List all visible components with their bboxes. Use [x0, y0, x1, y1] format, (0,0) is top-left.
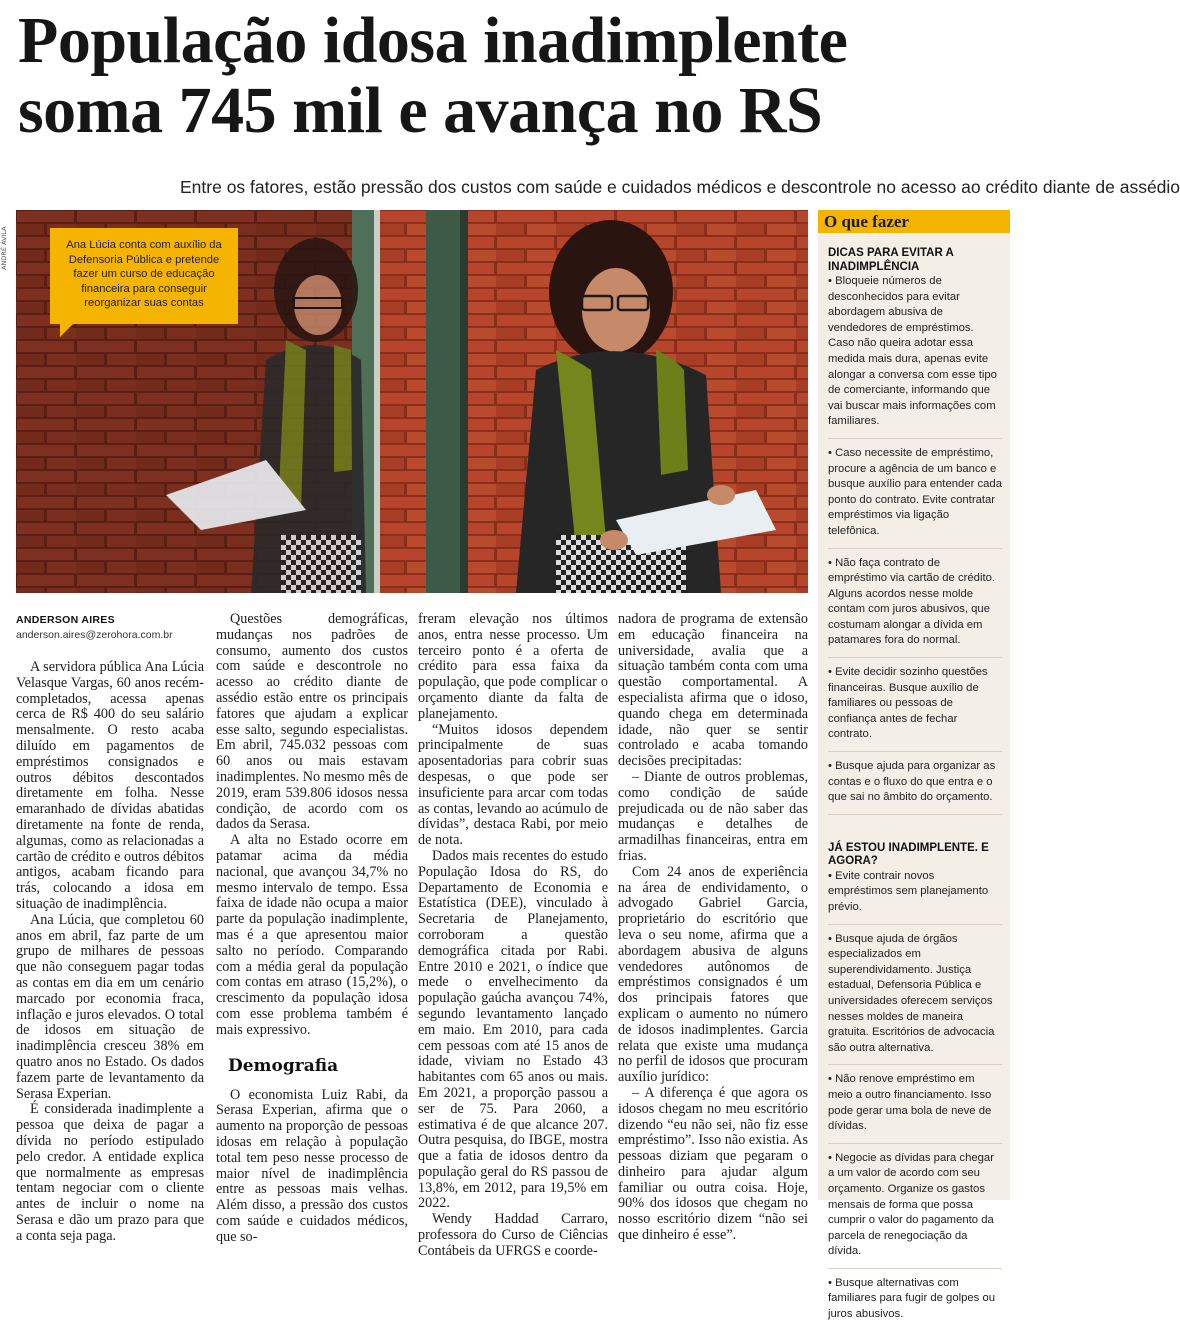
- photo-caption: Ana Lúcia conta com auxílio da Defensoria Pública e pretende fazer um curso de educação financeira para conseguir reorganizar suas contas: [50, 228, 238, 324]
- paragraph: freram elevação nos últimos anos, entra nesse processo. Um terceiro ponto é a oferta de crédito para essa faixa da população, que pode complicar o orçamento diante da falta de planejamento.: [418, 611, 608, 722]
- sidebar-title: O que fazer: [818, 210, 1010, 233]
- author-email[interactable]: anderson.aires@zerohora.com.br: [16, 629, 173, 641]
- article-column-4: [618, 612, 808, 1244]
- subheadline: Entre os fatores, estão pressão dos custos com saúde e cuidados médicos e descontrole no acesso ao crédito diante de assédio: [180, 177, 1180, 197]
- paragraph: Ana Lúcia, que completou 60 anos em abril, faz parte de um grupo de milhares de pessoas que não conseguem pagar todas as contas em dia em um cenário marcado por economia fraca, inflação e juros elevados. O total de idosos em situação de inadimplência cresceu 38% em quatro anos no Estado. Os dados fazem parte de levantamento da Serasa Experian.: [16, 911, 204, 1102]
- sidebar-tip: • Evite contrair novos empréstimos sem planejamento prévio.: [828, 869, 1002, 925]
- sidebar-tip: • Não renove empréstimo em meio a outro financiamento. Isso pode gerar uma bola de neve de dívidas.: [828, 1072, 1002, 1143]
- sidebar-tip: • Negocie as dívidas para chegar a um valor de acordo com seu orçamento. Organize os gastos mensais de forma que possa cumprir o valor do pagamento da parcela de renegociação da dívida.: [828, 1151, 1002, 1269]
- paragraph: Wendy Haddad Carraro, professora do Curso de Ciências Contábeis da UFRGS e coorde-: [418, 1211, 608, 1259]
- paragraph: A alta no Estado ocorre em patamar acima da média nacional, que avançou 34,7% no mesmo intervalo de tempo. Essa faixa de idade não ocupa a maior parte da população inadimplente, mas é a que apresentou maior salto no período. Comparando com a média geral da população com contas em atraso (15,2%), o crescimento da população idosa com esse problema também é mais expressivo.: [216, 832, 408, 1038]
- sidebar-tip: • Busque ajuda de órgãos especializados em superendividamento. Justiça estadual, Defensoria Pública e universidades oferecem serviços nesses moldes de maneira gratuita. Escritórios de advocacia são outra alternativa.: [828, 932, 1002, 1066]
- sidebar-tip: • Não faça contrato de empréstimo via cartão de crédito. Alguns acordos nesse molde contam com juros abusivos, que costumam alongar a dívida em patamares fora do normal.: [828, 556, 1002, 659]
- sidebar-what-to-do: [818, 210, 1010, 1321]
- paragraph: nadora de programa de extensão em educação financeira na universidade, avalia que a situação também conta com uma questão comportamental. A especialista afirma que o idoso, quando chega em determinada idade, não quer se sentir controlado e acaba tomando decisões precipitadas:: [618, 611, 808, 770]
- paragraph: – Diante de outros problemas, como condição de saúde prejudicada ou de não saber das mudanças e detalhes de armadilhas financeiras, entra em frias.: [618, 768, 808, 864]
- article-column-3: [418, 612, 608, 1260]
- paragraph: É considerada inadimplente a pessoa que deixa de pagar a dívida no período estipulado pelo credor. A entidade explica que normalmente as empresas tentam negociar com o cliente antes de incluir o nome na Serasa e dão um prazo para que a conta seja paga.: [16, 1101, 204, 1244]
- paragraph: Dados mais recentes do estudo População Idosa do RS, do Departamento de Economia e Estatística (DEE), vinculado à Secretaria de Planejamento, corroboram a questão demográfica citada por Rabi. Entre 2010 e 2021, o índice que mede o envelhecimento da população gaúcha avançou 74%, segundo levantamento lançado em maio. Em 2010, para cada cem pessoas com até 15 anos de idade, viviam no Estado 43 habitantes com 65 anos ou mais. Em 2021, a proporção passou a ser de 75. Para 2060, a estimativa é de que alcance 207. Outra pesquisa, do IBGE, mostra que a fatia de idosos dentro da população geral do RS passou de 13,8%, em 2012, para 19,5% em 2022.: [418, 847, 608, 1212]
- paragraph: Com 24 anos de experiência na área de endividamento, o advogado Gabriel Garcia, proprietário do escritório que leva o seu nome, afirma que a abordagem abusiva de alguns vendedores autônomos de empréstimos consignados é um dos principais fatores que explicam o aumento no número de idosos inadimplentes. Garcia relata que existe uma mudança no perfil de idosos que procuram auxílio jurídico:: [618, 863, 808, 1086]
- sidebar-body: [818, 233, 1010, 1331]
- sidebar-section-title: DICAS PARA EVITAR A INADIMPLÊNCIA: [828, 247, 954, 273]
- sidebar-tip: • Busque alternativas com familiares para fugir de golpes ou juros abusivos.: [828, 1276, 996, 1321]
- sidebar-tip: • Busque ajuda para organizar as contas e o fluxo do que entra e o que sai no âmbito do orçamento.: [828, 759, 1002, 815]
- headline: População idosa inadimplente soma 745 mil e avança no RS: [18, 4, 848, 147]
- paragraph: A servidora pública Ana Lúcia Velasque Vargas, 60 anos recém-completados, acessa apenas cerca de R$ 400 do seu salário mensalmente. O resto acaba diluído em pagamentos de empréstimos consignados e outros débitos descontados diretamente em folha. Nesse emaranhado de dívidas abatidas diretamente na fonte de renda, algumas, como as relacionadas a cartão de crédito e outros débitos antigos, acabam ficando para trás, colocando a idosa em situação de inadimplência.: [16, 659, 204, 912]
- section-subtitle: Demografia: [228, 1055, 339, 1076]
- paragraph: – A diferença é que agora os idosos chegam no meu escritório dizendo “eu não sei, não fiz esse empréstimo”. Isso não existia. As pessoas diziam que pegaram o dinheiro para ajudar algum familiar ou outra coisa. Hoje, 90% dos idosos que chegam no nosso escritório dizem “não sei que dinheiro é esse”.: [618, 1084, 808, 1244]
- sidebar-tip: • Evite decidir sozinho questões financeiras. Busque auxílio de familiares ou pessoas de confiança antes de fechar contrato.: [828, 665, 1002, 752]
- paragraph: “Muitos idosos dependem principalmente de suas aposentadorias para cobrir suas despesas, o que pode ser insuficiente para arcar com todas as contas, levando ao acúmulo de dívidas”, destaca Rabi, por meio de nota.: [418, 721, 608, 849]
- byline: [16, 614, 173, 641]
- article-column-2: [216, 612, 408, 1245]
- paragraph: Questões demográficas, mudanças nos padrões de consumo, aumento dos custos com saúde e descontrole no acesso ao crédito diante de assédio estão entre os principais fatores que ajudam a explicar esse salto, segundo especialistas. Em abril, 745.032 pessoas com 60 anos ou mais estavam inadimplentes. No mesmo mês de 2019, eram 539.806 idosos nessa condição, de acordo com os dados da Serasa.: [216, 611, 408, 833]
- sidebar-section-title: JÁ ESTOU INADIMPLENTE. E AGORA?: [828, 841, 989, 868]
- author-name: ANDERSON AIRES: [16, 614, 115, 626]
- caption-pointer: [60, 323, 74, 337]
- paragraph: O economista Luiz Rabi, da Serasa Experian, afirma que o aumento na proporção de pessoas idosas em relação à população total tem peso nesse processo de maior nível de inadimplência entre as pessoas mais velhas. Além disso, a pressão dos custos com saúde e cuidados médicos, que so-: [216, 1086, 408, 1245]
- photo-credit: ANDRÉ ÁVILA: [0, 226, 8, 270]
- article-column-1: [16, 660, 204, 1244]
- sidebar-tip: • Caso necessite de empréstimo, procure a agência de um banco e busque auxílio para entender cada ponto do contrato. Evite contratar empréstimos via ligação telefônica.: [828, 446, 1002, 549]
- sidebar-tip: • Bloqueie números de desconhecidos para evitar abordagem abusiva de vendedores de empréstimos. Caso não queira adotar essa medida mais dura, apenas evite alongar a conversa com esse tipo de comerciante, informando que vai buscar mais informações com familiares.: [828, 274, 1002, 439]
